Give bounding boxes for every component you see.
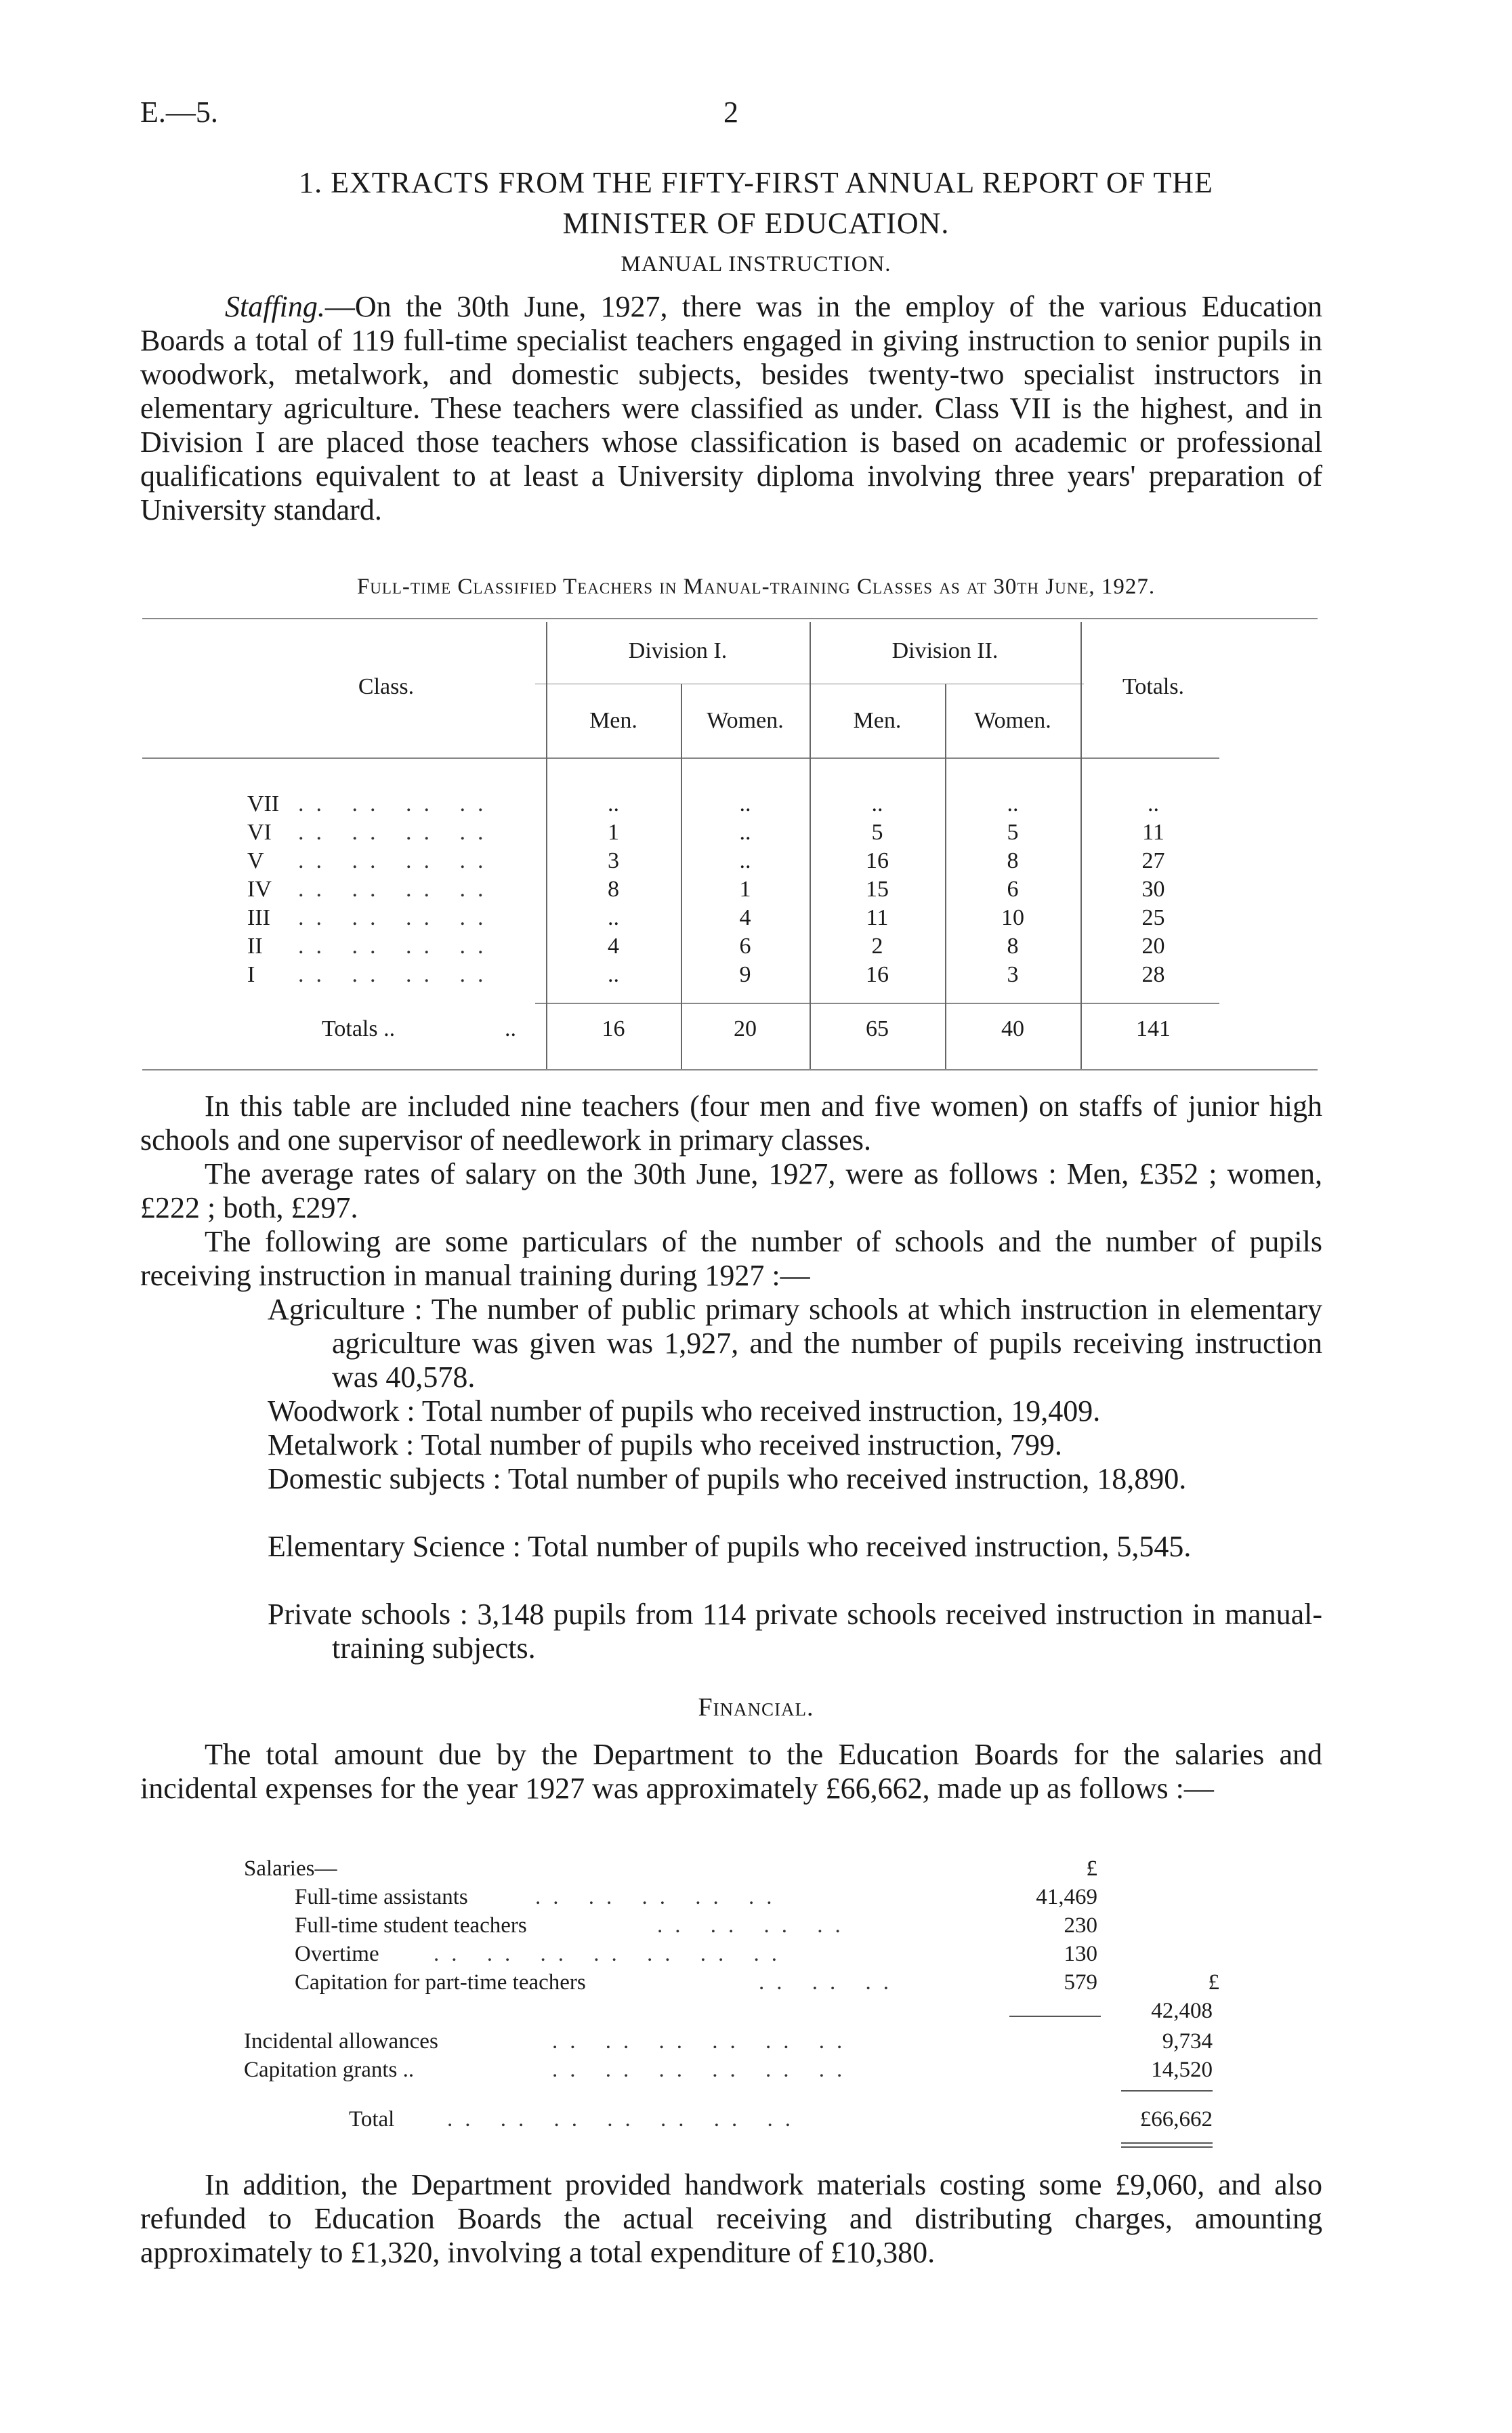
table-title: Full-time Classified Teachers in Manual-training Classes as at 30th June, 1927. <box>356 575 1156 599</box>
leader-dots: .. .. .. .. .. .. .. <box>434 1942 789 1966</box>
div2-men: 15 <box>866 877 889 902</box>
leader-dots: .. .. .. .. .. .. <box>552 2058 855 2082</box>
men-header: Men. <box>589 708 637 733</box>
div1-men: .. <box>608 905 619 930</box>
row-class: V <box>247 848 264 873</box>
double-rule-bottom <box>1121 2146 1213 2148</box>
title-line-2: MINISTER OF EDUCATION. <box>562 207 950 240</box>
list-item: Agriculture : The number of public primary schools at which instruction in elementary agriculture was given was 1,927, and the number of pupils receiving instruction was 40,578. <box>268 1293 1322 1394</box>
leader-dots: .. <box>505 1016 516 1041</box>
div1-men: 3 <box>608 848 619 873</box>
staffing-text: —On the 30th June, 1927, there was in the employ of the various Education Boards a total of 119 full-time specialist teachers engaged in giving instruction to senior pupils in woodwork, metalwork, and domestic subjects, besides twenty-two specialist instructors in elementary agriculture. These teachers were classified as under. Class VII is the highest, and in Division I are placed those teachers whose classification is based on academic or professional qualifications equivalent to at least a University diploma involving three years' preparation of University standard. <box>140 290 1322 526</box>
div1-men: 4 <box>608 934 619 959</box>
div2-women: 3 <box>1007 962 1019 987</box>
table-bottom-rule <box>142 1069 1318 1070</box>
staffing-paragraph <box>140 290 1322 527</box>
salary-paragraph: The average rates of salary on the 30th June, 1927, were as follows : Men, £352 ; women, £222 ; both, £297. <box>140 1157 1322 1224</box>
row-total: 11 <box>1142 820 1164 845</box>
row-total: 25 <box>1141 905 1165 930</box>
div2-men: 16 <box>866 962 889 987</box>
title-line-1: 1. EXTRACTS FROM THE FIFTY-FIRST ANNUAL REPORT OF THE <box>299 166 1213 199</box>
div1-men: 8 <box>608 877 619 902</box>
page-number: 2 <box>723 96 738 129</box>
row-class: IV <box>247 877 272 902</box>
totals-rule <box>535 1003 1219 1004</box>
div2-men: 5 <box>871 820 883 845</box>
report-reference: E.—5. <box>140 96 218 129</box>
salaries-subtotal: 42,408 <box>1151 1999 1213 2023</box>
list-item: Metalwork : Total number of pupils who received instruction, 799. <box>268 1428 1062 1461</box>
finance-line-amount: 579 <box>1064 1970 1097 1995</box>
finance-line-label: Overtime <box>295 1942 379 1966</box>
total-div2-women: 40 <box>1001 1016 1024 1041</box>
total-div1-women: 20 <box>734 1016 757 1041</box>
women-header: Women. <box>707 708 784 733</box>
row-total: 27 <box>1141 848 1165 873</box>
div2-women: 8 <box>1007 934 1019 959</box>
total-div2-men: 65 <box>866 1016 889 1041</box>
finance-line-label: Full-time assistants <box>295 1885 468 1909</box>
total-label: Total <box>349 2107 395 2132</box>
leader-dots: .. .. .. .. <box>298 877 496 902</box>
row-total: 20 <box>1141 934 1165 959</box>
double-rule-top <box>1121 2142 1213 2144</box>
row-total: 30 <box>1141 877 1165 902</box>
table-top-rule <box>142 618 1318 619</box>
list-item: Elementary Science : Total number of pupils who received instruction, 5,545. <box>268 1530 1192 1563</box>
div1-women: 4 <box>739 905 751 930</box>
leader-dots: .. .. .. <box>759 1970 901 1995</box>
capitation-label: Capitation grants .. <box>244 2058 415 2082</box>
row-class: I <box>247 962 255 987</box>
div2-men: .. <box>871 791 883 816</box>
capitation-amount: 14,520 <box>1151 2058 1213 2082</box>
div2-women: 10 <box>1001 905 1024 930</box>
included-paragraph: In this table are included nine teachers (four men and five women) on staffs of junior high schools and one supervisor of needlework in primary classes. <box>140 1089 1322 1157</box>
class-column-header: Class. <box>358 674 415 699</box>
leader-dots: .. .. .. .. <box>657 1913 853 1938</box>
men-header: Men. <box>853 708 902 733</box>
division-2-header: Division II. <box>891 638 999 663</box>
total-div1-men: 16 <box>602 1016 625 1041</box>
totals-column-header: Totals. <box>1122 674 1185 699</box>
leader-dots: .. .. .. .. <box>298 905 496 930</box>
row-total: .. <box>1148 791 1159 816</box>
div1-women: 1 <box>739 877 751 902</box>
subtotal-rule <box>1009 2016 1101 2017</box>
div2-women: 6 <box>1007 877 1019 902</box>
leader-dots: .. .. .. .. <box>298 962 496 987</box>
div1-men: .. <box>608 791 619 816</box>
section-heading-financial: Financial. <box>698 1693 814 1722</box>
column-divider <box>546 622 547 1069</box>
div1-men: 1 <box>608 820 619 845</box>
page-title <box>102 163 1410 244</box>
salaries-heading: Salaries— <box>244 1856 337 1881</box>
list-item: Woodwork : Total number of pupils who received instruction, 19,409. <box>268 1394 1101 1428</box>
leader-dots: .. .. .. .. .. <box>535 1885 784 1909</box>
finance-line-amount: 41,469 <box>1036 1885 1097 1909</box>
grand-total: 141 <box>1136 1016 1171 1041</box>
div2-men: 11 <box>866 905 889 930</box>
div1-women: 9 <box>739 962 751 987</box>
women-header: Women. <box>974 708 1051 733</box>
incidental-amount: 9,734 <box>1162 2029 1213 2054</box>
row-class: III <box>247 905 270 930</box>
leader-dots: .. .. .. .. <box>298 791 496 816</box>
row-class: VII <box>247 791 280 816</box>
column-divider <box>810 622 811 1069</box>
div1-women: .. <box>739 820 751 845</box>
div2-men: 2 <box>871 934 883 959</box>
div2-women: .. <box>1007 791 1019 816</box>
row-class: VI <box>247 820 272 845</box>
div1-men: .. <box>608 962 619 987</box>
leader-dots: .. .. .. .. <box>298 934 496 959</box>
leader-dots: .. .. .. .. <box>298 848 496 873</box>
addition-paragraph: In addition, the Department provided handwork materials costing some £9,060, and also refunded to Education Boards the actual receiving and distributing charges, amounting approximately to £1,320, involving a total expenditure of £10,380. <box>140 2168 1322 2269</box>
div1-women: 6 <box>739 934 751 959</box>
section-heading-manual: MANUAL INSTRUCTION. <box>621 252 891 276</box>
division-1-header: Division I. <box>628 638 728 663</box>
total-rule <box>1121 2090 1213 2092</box>
div2-women: 8 <box>1007 848 1019 873</box>
totals-label: Totals .. <box>322 1016 396 1041</box>
leader-dots: .. .. .. .. <box>298 820 496 845</box>
list-item: Private schools : 3,148 pupils from 114 private schools received instruction in manual-training subjects. <box>268 1598 1322 1665</box>
pound-symbol: £ <box>1086 1856 1097 1881</box>
div2-women: 5 <box>1007 820 1019 845</box>
div1-women: .. <box>739 791 751 816</box>
finance-line-amount: 130 <box>1064 1942 1097 1966</box>
div2-men: 16 <box>866 848 889 873</box>
total-paragraph: The total amount due by the Department to the Education Boards for the salaries and incidental expenses for the year 1927 was approximately £66,662, made up as follows :— <box>140 1738 1322 1805</box>
incidental-label: Incidental allowances <box>244 2029 438 2054</box>
list-item: Domestic subjects : Total number of pupils who received instruction, 18,890. <box>268 1462 1187 1495</box>
row-class: II <box>247 934 263 959</box>
finance-line-label: Capitation for part-time teachers <box>295 1970 586 1995</box>
row-total: 28 <box>1141 962 1165 987</box>
staffing-lead: Staffing. <box>225 290 325 323</box>
grand-total-amount: £66,662 <box>1139 2107 1213 2132</box>
pound-symbol: £ <box>1208 1970 1219 1995</box>
div1-women: .. <box>739 848 751 873</box>
finance-line-label: Full-time student teachers <box>295 1913 527 1938</box>
following-paragraph: The following are some particulars of the number of schools and the number of pupils receiving instruction in manual training during 1927 :— <box>140 1225 1322 1292</box>
leader-dots: .. .. .. .. .. .. .. <box>447 2107 803 2132</box>
leader-dots: .. .. .. .. .. .. <box>552 2029 855 2054</box>
finance-line-amount: 230 <box>1064 1913 1097 1938</box>
